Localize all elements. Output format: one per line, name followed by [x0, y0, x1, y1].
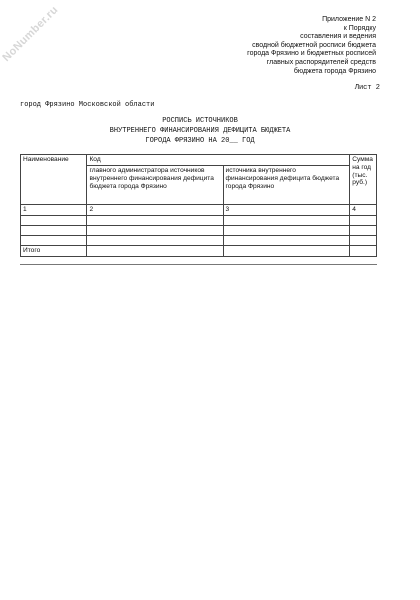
table-row	[21, 225, 377, 235]
column-number: 2	[87, 205, 223, 216]
table-cell[interactable]	[223, 215, 350, 225]
appendix-header	[247, 16, 376, 76]
table-cell[interactable]	[87, 215, 223, 225]
table-cell[interactable]	[223, 245, 350, 256]
appendix-line: бюджета города Фрязино	[293, 67, 376, 75]
column-numbers-row	[21, 205, 377, 216]
table-cell[interactable]	[21, 215, 87, 225]
title-line: ВНУТРЕННЕГО ФИНАНСИРОВАНИЯ ДЕФИЦИТА БЮДЖЕТА	[109, 126, 291, 135]
title-line: РОСПИСЬ ИСТОЧНИКОВ	[162, 117, 238, 125]
column-number: 3	[223, 205, 350, 216]
table-cell[interactable]	[87, 235, 223, 245]
appendix-line: сводной бюджетной росписи бюджета	[252, 41, 376, 49]
total-label: Итого	[21, 245, 87, 256]
table-cell[interactable]	[223, 235, 350, 245]
header-code-admin: главного администратора источников внутреннего финансирования дефицита бюджета города Фрязино	[87, 166, 223, 205]
table-cell[interactable]	[21, 235, 87, 245]
table-row	[21, 215, 377, 225]
financing-sources-table	[20, 154, 377, 257]
header-code-source: источника внутреннего финансирования дефицита бюджета города Фрязино	[223, 166, 350, 205]
table-cell[interactable]	[350, 245, 377, 256]
appendix-line: составления и ведения	[300, 33, 376, 41]
table-row	[21, 235, 377, 245]
watermark: NoNumber.ru	[0, 3, 61, 65]
header-name: Наименование	[21, 155, 87, 205]
appendix-line: Приложение N 2	[322, 16, 376, 23]
appendix-line: города Фрязино и бюджетных росписей	[247, 50, 376, 58]
header-code: Код	[87, 155, 350, 166]
appendix-line: к Порядку	[343, 24, 376, 32]
title-line: ГОРОДА ФРЯЗИНО НА 20__ ГОД	[145, 136, 255, 145]
table-cell[interactable]	[350, 215, 377, 225]
header-sum: Сумма на год (тыс. руб.)	[350, 155, 377, 205]
total-row	[21, 245, 377, 256]
table-cell[interactable]	[223, 225, 350, 235]
table-cell[interactable]	[87, 245, 223, 256]
document-title	[20, 117, 380, 146]
table-cell[interactable]	[87, 225, 223, 235]
table-cell[interactable]	[350, 225, 377, 235]
table-cell[interactable]	[21, 225, 87, 235]
city-line: город Фрязино Московской области	[20, 101, 155, 109]
appendix-line: главных распорядителей средств	[266, 58, 376, 66]
sheet-label: Лист 2	[354, 84, 380, 92]
table-cell[interactable]	[350, 235, 377, 245]
divider-line	[20, 264, 377, 265]
table-header-row	[21, 155, 377, 166]
column-number: 4	[350, 205, 377, 216]
column-number: 1	[21, 205, 87, 216]
